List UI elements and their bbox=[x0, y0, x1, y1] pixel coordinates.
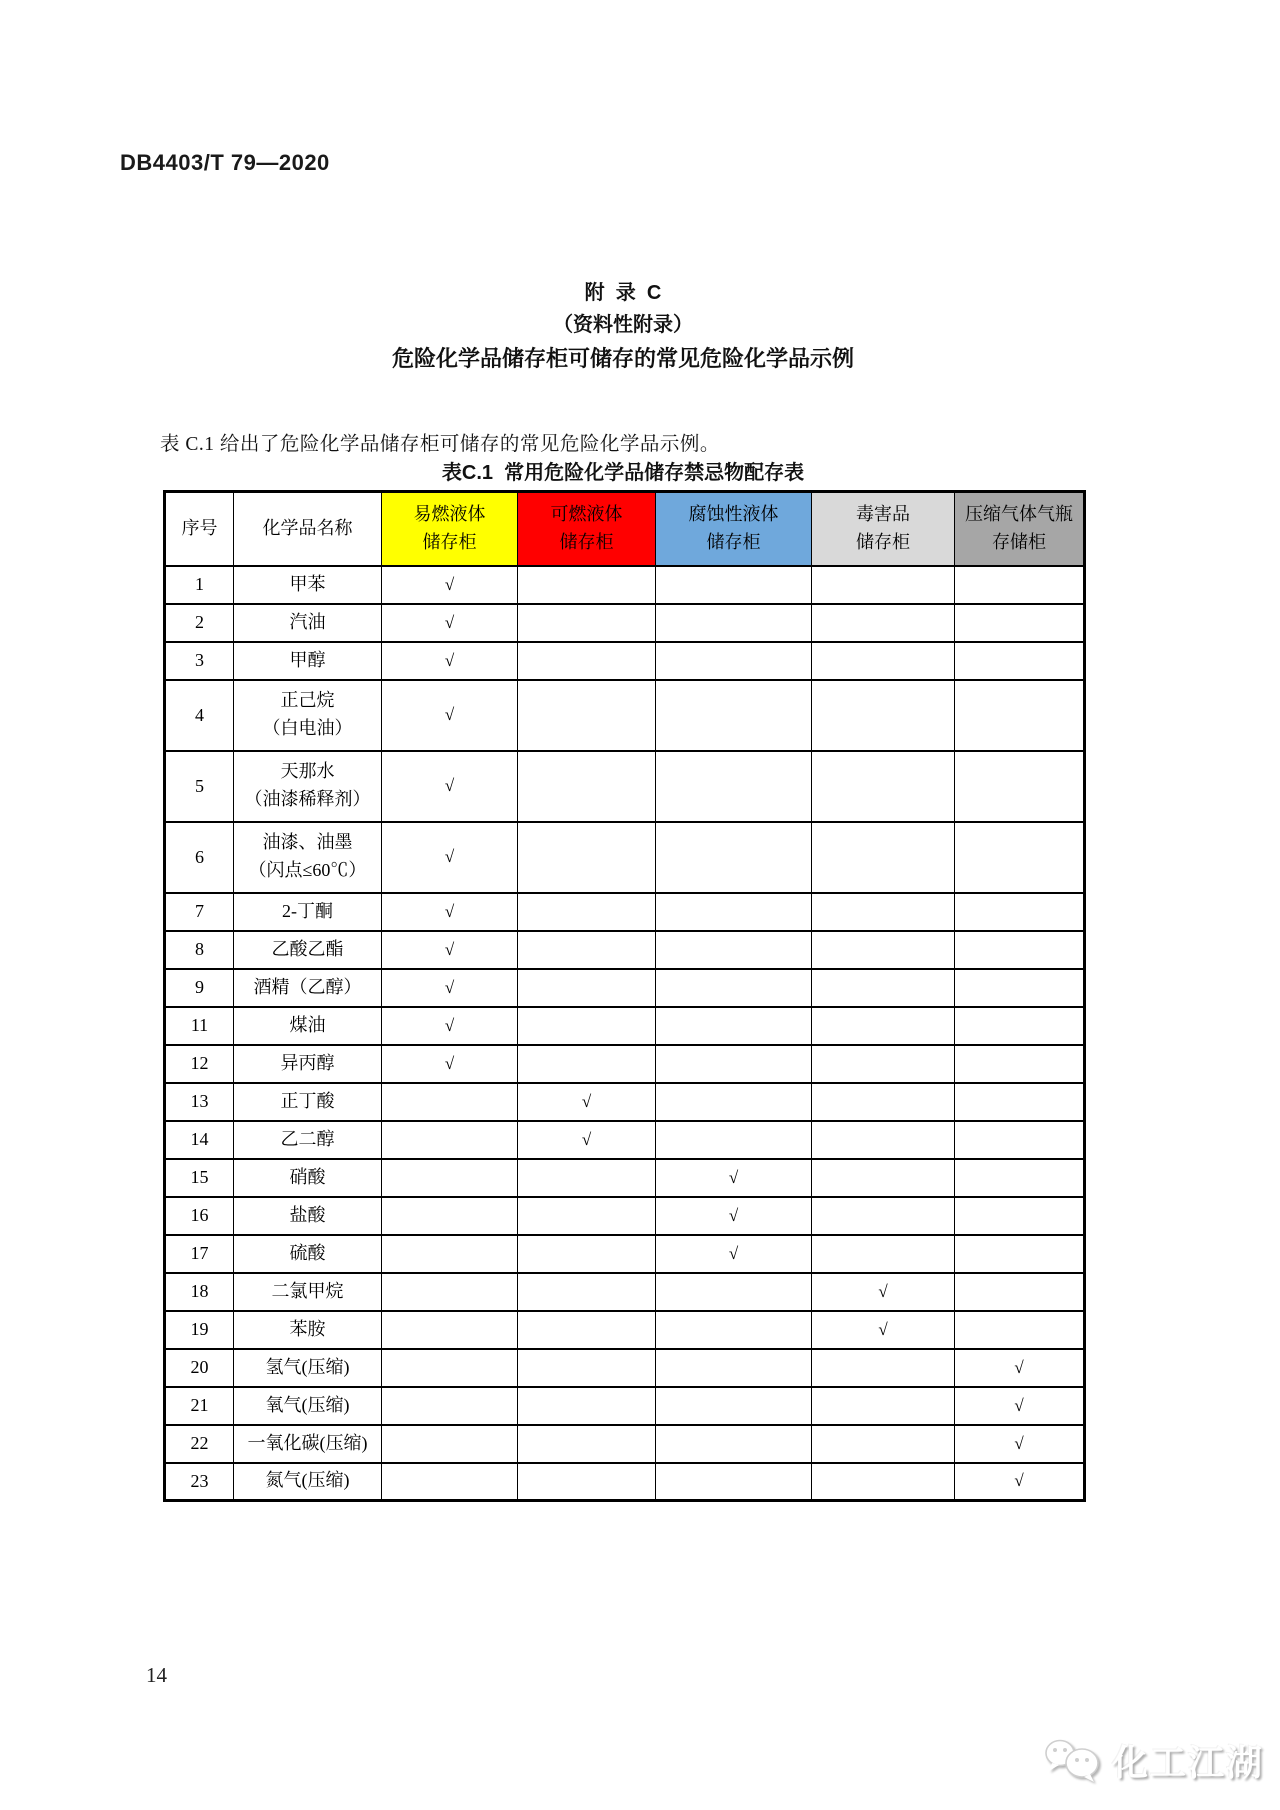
check-cell-4 bbox=[955, 1273, 1085, 1311]
chemical-name-cell: 苯胺 bbox=[234, 1311, 382, 1349]
check-cell-4 bbox=[955, 1083, 1085, 1121]
check-cell-0 bbox=[382, 1121, 518, 1159]
check-cell-0: √ bbox=[382, 1007, 518, 1045]
check-cell-4 bbox=[955, 680, 1085, 751]
check-cell-0 bbox=[382, 1197, 518, 1235]
seq-cell: 2 bbox=[165, 604, 234, 642]
chemical-name-cell: 甲苯 bbox=[234, 566, 382, 604]
table-row bbox=[165, 893, 1085, 931]
check-cell-2 bbox=[656, 680, 812, 751]
check-cell-2 bbox=[656, 1387, 812, 1425]
check-cell-0: √ bbox=[382, 1045, 518, 1083]
check-cell-3 bbox=[812, 1425, 955, 1463]
check-cell-4: √ bbox=[955, 1349, 1085, 1387]
check-cell-2: √ bbox=[656, 1159, 812, 1197]
column-header-0: 序号 bbox=[165, 492, 234, 566]
column-header-1: 化学品名称 bbox=[234, 492, 382, 566]
table-row bbox=[165, 1121, 1085, 1159]
chemical-name-cell: 酒精（乙醇） bbox=[234, 969, 382, 1007]
check-cell-2 bbox=[656, 1007, 812, 1045]
check-cell-4 bbox=[955, 642, 1085, 680]
check-cell-0 bbox=[382, 1273, 518, 1311]
check-cell-2 bbox=[656, 1463, 812, 1501]
page-number: 14 bbox=[146, 1663, 167, 1687]
check-cell-1 bbox=[518, 566, 656, 604]
check-cell-0: √ bbox=[382, 893, 518, 931]
check-cell-1 bbox=[518, 893, 656, 931]
seq-cell: 14 bbox=[165, 1121, 234, 1159]
check-cell-1: √ bbox=[518, 1121, 656, 1159]
seq-cell: 8 bbox=[165, 931, 234, 969]
check-cell-2 bbox=[656, 566, 812, 604]
seq-cell: 7 bbox=[165, 893, 234, 931]
chemical-name-cell: 天那水 （油漆稀释剂） bbox=[234, 751, 382, 822]
check-cell-0: √ bbox=[382, 566, 518, 604]
check-cell-0: √ bbox=[382, 969, 518, 1007]
column-header-3: 可燃液体 储存柜 bbox=[518, 492, 656, 566]
check-cell-2 bbox=[656, 893, 812, 931]
chemical-name-cell: 异丙醇 bbox=[234, 1045, 382, 1083]
chemical-name-cell: 氢气(压缩) bbox=[234, 1349, 382, 1387]
check-cell-4 bbox=[955, 1007, 1085, 1045]
column-header-4: 腐蚀性液体 储存柜 bbox=[656, 492, 812, 566]
check-cell-0 bbox=[382, 1083, 518, 1121]
check-cell-1 bbox=[518, 1273, 656, 1311]
check-cell-0 bbox=[382, 1159, 518, 1197]
table-row bbox=[165, 1159, 1085, 1197]
seq-cell: 23 bbox=[165, 1463, 234, 1501]
chemical-name-cell: 正丁酸 bbox=[234, 1083, 382, 1121]
seq-cell: 19 bbox=[165, 1311, 234, 1349]
check-cell-3 bbox=[812, 822, 955, 893]
table-row bbox=[165, 1349, 1085, 1387]
check-cell-4 bbox=[955, 751, 1085, 822]
check-cell-1 bbox=[518, 1425, 656, 1463]
check-cell-0: √ bbox=[382, 680, 518, 751]
table-row bbox=[165, 1387, 1085, 1425]
seq-cell: 18 bbox=[165, 1273, 234, 1311]
check-cell-4 bbox=[955, 1197, 1085, 1235]
chemical-name-cell: 煤油 bbox=[234, 1007, 382, 1045]
check-cell-1 bbox=[518, 931, 656, 969]
column-header-5: 毒害品 储存柜 bbox=[812, 492, 955, 566]
seq-cell: 12 bbox=[165, 1045, 234, 1083]
check-cell-0: √ bbox=[382, 931, 518, 969]
check-cell-3 bbox=[812, 1007, 955, 1045]
seq-cell: 11 bbox=[165, 1007, 234, 1045]
doc-code: DB4403/T 79—2020 bbox=[120, 150, 330, 175]
watermark-text: 化工江湖 bbox=[1112, 1742, 1265, 1783]
table-row bbox=[165, 680, 1085, 751]
check-cell-0 bbox=[382, 1311, 518, 1349]
table-row bbox=[165, 1007, 1085, 1045]
check-cell-3 bbox=[812, 1463, 955, 1501]
check-cell-3 bbox=[812, 566, 955, 604]
check-cell-2 bbox=[656, 822, 812, 893]
check-cell-1 bbox=[518, 969, 656, 1007]
chemical-name-cell: 氮气(压缩) bbox=[234, 1463, 382, 1501]
table-row bbox=[165, 822, 1085, 893]
table-row bbox=[165, 1273, 1085, 1311]
table-row bbox=[165, 931, 1085, 969]
check-cell-2: √ bbox=[656, 1235, 812, 1273]
table-row bbox=[165, 566, 1085, 604]
table-row bbox=[165, 1197, 1085, 1235]
check-cell-3 bbox=[812, 751, 955, 822]
check-cell-3: √ bbox=[812, 1311, 955, 1349]
check-cell-2: √ bbox=[656, 1197, 812, 1235]
check-cell-4 bbox=[955, 1159, 1085, 1197]
check-cell-3 bbox=[812, 642, 955, 680]
table-row bbox=[165, 1425, 1085, 1463]
check-cell-2 bbox=[656, 1349, 812, 1387]
check-cell-3 bbox=[812, 680, 955, 751]
check-cell-3 bbox=[812, 969, 955, 1007]
check-cell-1 bbox=[518, 822, 656, 893]
table-row bbox=[165, 642, 1085, 680]
table-row bbox=[165, 969, 1085, 1007]
check-cell-0 bbox=[382, 1463, 518, 1501]
check-cell-0 bbox=[382, 1235, 518, 1273]
check-cell-1 bbox=[518, 1159, 656, 1197]
seq-cell: 1 bbox=[165, 566, 234, 604]
check-cell-0 bbox=[382, 1349, 518, 1387]
chemical-name-cell: 盐酸 bbox=[234, 1197, 382, 1235]
check-cell-1 bbox=[518, 604, 656, 642]
check-cell-0: √ bbox=[382, 751, 518, 822]
seq-cell: 4 bbox=[165, 680, 234, 751]
check-cell-3 bbox=[812, 1159, 955, 1197]
check-cell-1 bbox=[518, 1387, 656, 1425]
check-cell-3 bbox=[812, 1387, 955, 1425]
check-cell-3 bbox=[812, 1083, 955, 1121]
table-row bbox=[165, 1083, 1085, 1121]
storage-compatibility-table bbox=[163, 490, 1086, 1502]
check-cell-4 bbox=[955, 566, 1085, 604]
check-cell-2 bbox=[656, 1045, 812, 1083]
check-cell-4 bbox=[955, 893, 1085, 931]
check-cell-3 bbox=[812, 1197, 955, 1235]
table-body bbox=[165, 566, 1085, 1501]
check-cell-4 bbox=[955, 969, 1085, 1007]
check-cell-0: √ bbox=[382, 604, 518, 642]
check-cell-2 bbox=[656, 1425, 812, 1463]
check-cell-3 bbox=[812, 1045, 955, 1083]
chemical-name-cell: 硫酸 bbox=[234, 1235, 382, 1273]
table-row bbox=[165, 1311, 1085, 1349]
table-row bbox=[165, 1463, 1085, 1501]
check-cell-3: √ bbox=[812, 1273, 955, 1311]
chemical-name-cell: 二氯甲烷 bbox=[234, 1273, 382, 1311]
check-cell-2 bbox=[656, 1121, 812, 1159]
seq-cell: 16 bbox=[165, 1197, 234, 1235]
chemical-name-cell: 正己烷 （白电油） bbox=[234, 680, 382, 751]
check-cell-3 bbox=[812, 1349, 955, 1387]
appendix-subtitle: （资料性附录） bbox=[553, 314, 693, 336]
check-cell-1 bbox=[518, 1463, 656, 1501]
check-cell-4 bbox=[955, 931, 1085, 969]
check-cell-0: √ bbox=[382, 642, 518, 680]
check-cell-4 bbox=[955, 1121, 1085, 1159]
seq-cell: 5 bbox=[165, 751, 234, 822]
check-cell-4: √ bbox=[955, 1387, 1085, 1425]
appendix-heading: 危险化学品储存柜可储存的常见危险化学品示例 bbox=[391, 346, 854, 371]
check-cell-2 bbox=[656, 931, 812, 969]
table-caption: 表C.1 常用危险化学品储存禁忌物配存表 bbox=[441, 462, 805, 484]
check-cell-2 bbox=[656, 751, 812, 822]
table-row bbox=[165, 1235, 1085, 1273]
check-cell-0: √ bbox=[382, 822, 518, 893]
chemical-name-cell: 氧气(压缩) bbox=[234, 1387, 382, 1425]
table-header bbox=[165, 492, 1085, 566]
table-row bbox=[165, 604, 1085, 642]
column-header-2: 易燃液体 储存柜 bbox=[382, 492, 518, 566]
check-cell-1 bbox=[518, 1197, 656, 1235]
check-cell-4 bbox=[955, 822, 1085, 893]
check-cell-0 bbox=[382, 1425, 518, 1463]
check-cell-1: √ bbox=[518, 1083, 656, 1121]
check-cell-2 bbox=[656, 969, 812, 1007]
seq-cell: 17 bbox=[165, 1235, 234, 1273]
intro-paragraph: 表 C.1 给出了危险化学品储存柜可储存的常见危险化学品示例。 bbox=[160, 433, 720, 455]
chat-bubbles-icon bbox=[1042, 1737, 1104, 1785]
check-cell-1 bbox=[518, 680, 656, 751]
chemical-name-cell: 硝酸 bbox=[234, 1159, 382, 1197]
check-cell-2 bbox=[656, 1083, 812, 1121]
check-cell-4: √ bbox=[955, 1425, 1085, 1463]
check-cell-3 bbox=[812, 604, 955, 642]
check-cell-4 bbox=[955, 1311, 1085, 1349]
chemical-name-cell: 油漆、油墨 （闪点≤60℃） bbox=[234, 822, 382, 893]
chemical-name-cell: 甲醇 bbox=[234, 642, 382, 680]
check-cell-2 bbox=[656, 604, 812, 642]
check-cell-4 bbox=[955, 604, 1085, 642]
table-row bbox=[165, 1045, 1085, 1083]
check-cell-3 bbox=[812, 1121, 955, 1159]
check-cell-1 bbox=[518, 1045, 656, 1083]
check-cell-2 bbox=[656, 1273, 812, 1311]
check-cell-1 bbox=[518, 751, 656, 822]
chemical-name-cell: 汽油 bbox=[234, 604, 382, 642]
check-cell-3 bbox=[812, 1235, 955, 1273]
check-cell-1 bbox=[518, 1235, 656, 1273]
check-cell-4 bbox=[955, 1235, 1085, 1273]
seq-cell: 6 bbox=[165, 822, 234, 893]
appendix-title: 附 录 C bbox=[584, 282, 662, 304]
check-cell-0 bbox=[382, 1387, 518, 1425]
chemical-name-cell: 一氧化碳(压缩) bbox=[234, 1425, 382, 1463]
check-cell-3 bbox=[812, 893, 955, 931]
seq-cell: 21 bbox=[165, 1387, 234, 1425]
table-row bbox=[165, 751, 1085, 822]
check-cell-2 bbox=[656, 642, 812, 680]
check-cell-1 bbox=[518, 1349, 656, 1387]
seq-cell: 3 bbox=[165, 642, 234, 680]
seq-cell: 13 bbox=[165, 1083, 234, 1121]
chemical-name-cell: 2-丁酮 bbox=[234, 893, 382, 931]
check-cell-2 bbox=[656, 1311, 812, 1349]
check-cell-1 bbox=[518, 1007, 656, 1045]
check-cell-3 bbox=[812, 931, 955, 969]
seq-cell: 15 bbox=[165, 1159, 234, 1197]
chemical-name-cell: 乙二醇 bbox=[234, 1121, 382, 1159]
check-cell-4: √ bbox=[955, 1463, 1085, 1501]
watermark bbox=[1042, 1735, 1264, 1786]
check-cell-1 bbox=[518, 642, 656, 680]
check-cell-1 bbox=[518, 1311, 656, 1349]
seq-cell: 22 bbox=[165, 1425, 234, 1463]
column-header-6: 压缩气体气瓶 存储柜 bbox=[955, 492, 1085, 566]
seq-cell: 20 bbox=[165, 1349, 234, 1387]
chemical-name-cell: 乙酸乙酯 bbox=[234, 931, 382, 969]
check-cell-4 bbox=[955, 1045, 1085, 1083]
seq-cell: 9 bbox=[165, 969, 234, 1007]
